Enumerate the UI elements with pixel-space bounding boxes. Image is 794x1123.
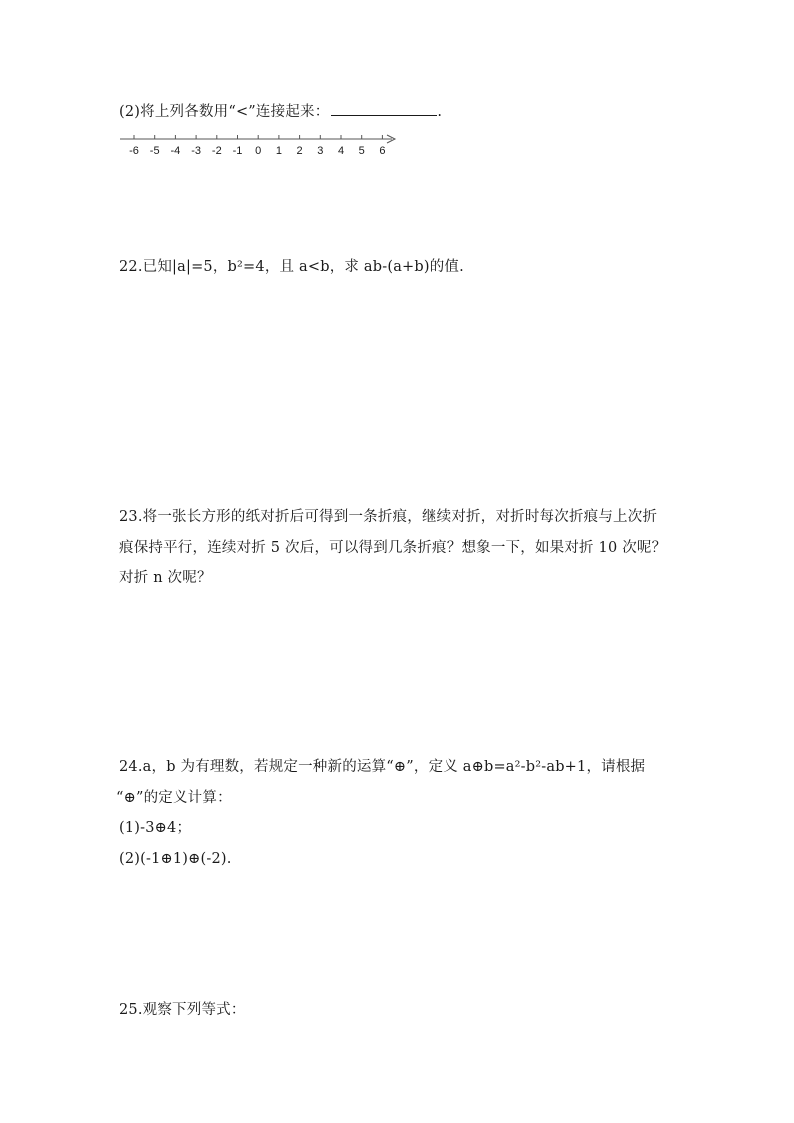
number-line-tick-label: 4 [337, 145, 345, 157]
answer-blank [331, 101, 437, 116]
q23-line3: 对折 n 次呢？ [119, 570, 212, 586]
q24-line1: 24.a，b 为有理数，若规定一种新的运算“⊕”，定义 a⊕b=a²-b²-ab+1，请根据 [119, 759, 646, 775]
number-line-tick-label: 6 [379, 145, 386, 157]
number-line-tick-label: -4 [170, 145, 181, 157]
number-line [119, 130, 404, 160]
number-line-tick-label: -2 [211, 145, 222, 157]
number-line-tick-label: 2 [296, 145, 303, 157]
number-line-tick-label: -5 [149, 145, 160, 157]
q21-part2 [119, 101, 442, 122]
q22-text: 22.已知|a|=5，b²=4，且 a<b，求 ab-(a+b)的值. [119, 259, 464, 275]
q23-line1: 23.将一张长方形的纸对折后可得到一条折痕，继续对折，对折时每次折痕与上次折 [119, 509, 658, 525]
number-line-tick-label: -1 [232, 145, 243, 157]
q24-part1: (1)-3⊕4； [119, 820, 192, 836]
number-line-tick-label: 3 [317, 145, 324, 157]
number-line-svg [119, 130, 404, 160]
number-line-tick-label: -6 [129, 145, 139, 157]
q24-line2: “⊕”的定义计算： [116, 790, 232, 806]
q24-part2: (2)(-1⊕1)⊕(-2). [119, 851, 232, 867]
number-line-tick-label: 5 [358, 145, 365, 157]
q25-text: 25.观察下列等式： [119, 1002, 246, 1018]
number-line-tick-label: 0 [255, 145, 262, 157]
number-line-tick-label: 1 [275, 145, 282, 157]
number-line-tick-label: -3 [191, 145, 201, 157]
number-line-ticks [129, 135, 385, 157]
q21-part2-end: . [437, 104, 443, 120]
q23-line2: 痕保持平行，连续对折 5 次后，可以得到几条折痕？想象一下，如果对折 10 次呢？ [119, 540, 667, 556]
q21-part2-text: (2)将上列各数用“<”连接起来： [119, 104, 330, 120]
